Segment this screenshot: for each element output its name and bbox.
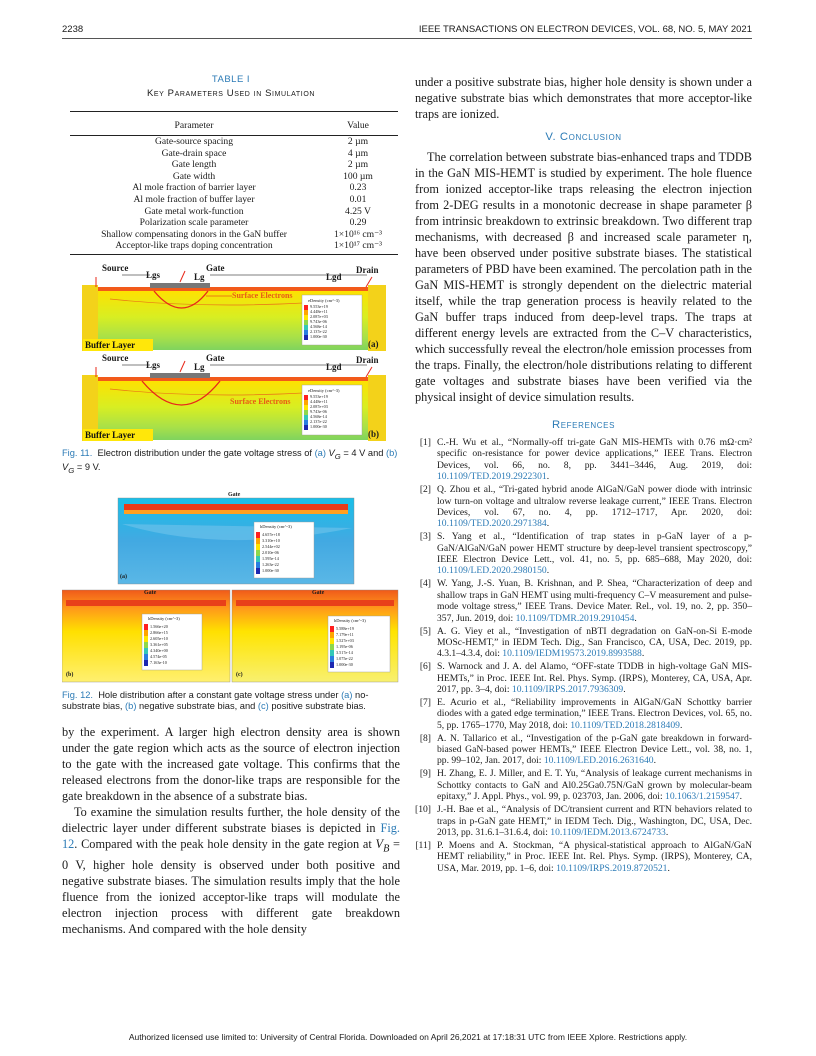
- value-cell: 4 µm: [347, 147, 369, 159]
- legend-entry: 3.517e-14: [336, 649, 353, 655]
- caption-link-a[interactable]: (a): [314, 447, 326, 458]
- table-title: Key Parameters Used in Simulation: [146, 88, 316, 99]
- ref-text: C.-H. Wu et al., “Normally-off tri-gate GaN MIS-HEMTs with 0.76 mΩ·cm² specific on-resistance for power device applications,” IEEE Trans. Electron Devices, vol. 66, no. 8, pp. 3441–3446, Aug. 2019, doi:: [437, 437, 752, 471]
- table-row: [70, 229, 398, 241]
- caption-link-c[interactable]: (c): [257, 700, 269, 711]
- value-cell: 100 µm: [343, 170, 373, 182]
- ref-num: [3]: [419, 531, 431, 543]
- ref-num: [1]: [419, 437, 431, 448]
- doi-link[interactable]: 10.1109/LED.2016.2631640: [543, 755, 654, 767]
- reference-item: [415, 578, 752, 624]
- gate-label: Gate: [312, 589, 325, 596]
- conclusion-text: [415, 149, 752, 405]
- lgd-label: Lgd: [326, 361, 342, 372]
- legend-entry: 4.574e-05: [150, 653, 167, 659]
- fig12-caption: [62, 690, 400, 712]
- ref-end: .: [653, 755, 656, 767]
- legend-title: eDensity (cm^-3): [308, 297, 340, 303]
- value-cell: 2 µm: [347, 136, 369, 147]
- ref-num: [8]: [419, 732, 431, 744]
- caption-label: Fig. 11.: [62, 447, 93, 458]
- legend-entry: 2.544e+02: [262, 543, 280, 549]
- subfigure-label: (b): [368, 428, 379, 439]
- ref-num: [2]: [419, 484, 431, 496]
- text: = 0 V, higher hole density is observed under both positive and negative substrate biases. The simulation results imply that the hole fluence from the ionized acceptor-like traps will modulate the electron injection process with different gate breakdown mechanisms. And compared with the hole density: [62, 836, 400, 937]
- paragraph: [415, 149, 752, 405]
- surface-electrons-label: Surface Electrons: [230, 396, 291, 406]
- doi-link[interactable]: 10.1109/IEDM.2013.6724733: [550, 826, 666, 838]
- legend-entry: 9.743e-06: [310, 408, 327, 414]
- caption-sub: G: [334, 451, 341, 461]
- legend-entry: 1.195e-06: [336, 643, 353, 649]
- ref-num: [4]: [419, 578, 431, 590]
- fig11-caption: [62, 448, 400, 476]
- param-cell: Polarization scale parameter: [139, 217, 249, 229]
- legend-entry: 2.605e+10: [150, 635, 168, 641]
- header-rule: [62, 38, 752, 39]
- fig12-figure: [62, 491, 400, 684]
- param-cell: Al mole fraction of barrier layer: [132, 182, 256, 194]
- reference-item: [415, 531, 752, 577]
- doi-link[interactable]: 10.1109/IRPS.2019.8720521: [556, 862, 668, 874]
- paragraph: [62, 804, 400, 937]
- license-footer: Authorized licensed use limited to: University of Central Florida. Downloaded on April 26,2021 at 17:18:31 UTC from IEEE Xplore. Restrictions apply.: [128, 1032, 688, 1042]
- table-row: [70, 217, 398, 229]
- legend-entry: 9.553e+19: [310, 393, 328, 399]
- buffer-layer-label: Buffer Layer: [85, 429, 136, 440]
- reference-item: [415, 626, 752, 660]
- legend-entry: 2.137e-22: [310, 418, 327, 424]
- legend-entry: 1.000e-30: [336, 661, 353, 667]
- caption-text: V: [62, 461, 69, 472]
- left-column: [62, 74, 400, 937]
- ref-text: H. Zhang, E. J. Miller, and E. T. Yu, “Analysis of leakage current mechanisms in Schottky contacts to GaN and Al0.25Ga0.75N/GaN grown by molecular-beam epitaxy,” J. Appl. Phys., vol. 99, p. 023703, Jan. 2006, doi:: [437, 768, 752, 803]
- reference-item: [415, 437, 752, 483]
- doi-link[interactable]: 10.1109/IRPS.2017.7936309: [511, 684, 624, 696]
- doi-link[interactable]: 10.1109/TED.2018.2818409: [570, 719, 680, 731]
- table-row: [70, 171, 398, 183]
- caption-text: negative substrate bias, and: [136, 700, 258, 711]
- value-cell: 0.01: [349, 193, 367, 205]
- right-column: [415, 74, 752, 876]
- param-cell: Shallow compensating donors in the GaN buffer: [101, 228, 287, 240]
- ref-text: J.-H. Bae et al., “Analysis of DC/transient current and RTN behaviors related to traps in p-GaN gate HEMT,” in IEDM Tech. Dig., Washington, DC, USA, Dec. 2013, pp. 31.6.1–31.6.4, doi:: [437, 804, 752, 838]
- ref-end: .: [546, 518, 550, 530]
- legend-entry: 3.361e+05: [150, 641, 168, 647]
- ref-text: A. G. Viey et al., “Investigation of nBTI degradation on GaN-on-Si E-mode MOSc-HEMT,” in IEDM Tech. Dig., San Francisco, CA, USA, Dec. 2019, pp. 4.3.1–4.3.4, doi:: [437, 625, 752, 660]
- table-label: TABLE I: [211, 74, 251, 85]
- surface-electrons-label: Surface Electrons: [232, 290, 293, 300]
- caption-label: Fig. 12.: [62, 689, 94, 700]
- caption-sub: G: [68, 465, 75, 475]
- ref-num: [11]: [415, 839, 431, 851]
- ref-text: S. Yang et al., “Identification of trap states in p-GaN layer of a p-GaN/AlGaN/GaN power HEMT structure by deep-level transient spectroscopy,” IEEE Electron Device Lett., vol. 41, no. 5, pp. 685–688, May 2020, doi:: [437, 531, 752, 566]
- param-cell: Al mole fraction of buffer layer: [133, 193, 255, 205]
- running-header: [62, 24, 752, 38]
- legend-entry: 2.087e+03: [310, 403, 328, 409]
- ref-text: A. N. Tallarico et al., “Investigation of the p-GaN gate breakdown in forward-biased GaN-based power HEMTs,” IEEE Electron Device Lett., vol. 38, no. 1, pp. 99–102, Jan. 2017, doi:: [437, 732, 752, 767]
- param-cell: Gate length: [171, 159, 217, 171]
- lg-label: Lg: [194, 361, 205, 372]
- reference-item: [415, 661, 752, 695]
- reference-item: [415, 804, 752, 838]
- legend-entry: 1.000e-30: [310, 423, 327, 429]
- param-cell: Gate-source spacing: [154, 136, 234, 147]
- table-row: [70, 136, 398, 148]
- left-body-text: [62, 724, 400, 937]
- legend-entry: 5.588e+19: [336, 625, 354, 631]
- gate-label: Gate: [206, 352, 225, 363]
- param-cell: Gate-drain space: [161, 147, 227, 159]
- doi-link[interactable]: 10.1063/1.2159547: [665, 791, 740, 803]
- reference-item: [415, 484, 752, 530]
- legend-entry: 1.566e+20: [150, 623, 168, 629]
- text: To examine the simulation results further, the hole density of the dielectric layer under different substrate biases is depicted in: [62, 804, 400, 835]
- doi-link[interactable]: 10.1109/TDMR.2019.2910454: [515, 612, 635, 624]
- ref-end: .: [739, 791, 743, 803]
- legend-entry: 7.179e+11: [336, 631, 354, 637]
- text: B: [383, 843, 390, 855]
- param-cell: Gate width: [172, 170, 216, 182]
- table-row: [70, 206, 398, 218]
- fig11-panel-a: [82, 263, 386, 351]
- lgd-label: Lgd: [326, 271, 342, 282]
- ref-num: [9]: [419, 768, 431, 780]
- ref-end: .: [679, 719, 683, 731]
- legend-entry: 1.000e-30: [262, 567, 279, 573]
- legend-entry: 1.000e-30: [310, 333, 327, 339]
- doi-link[interactable]: 10.1109/TED.2020.2971384: [437, 518, 547, 530]
- legend-entry: 1.263e-22: [262, 561, 279, 567]
- ref-num: [6]: [419, 661, 431, 673]
- caption-text: Hole distribution after a constant gate voltage stress under: [98, 689, 342, 700]
- value-cell: 1×10¹⁶ cm⁻³: [333, 228, 383, 240]
- param-cell: Acceptor-like traps doping concentration: [70, 240, 318, 254]
- value-cell: 1×10¹⁷ cm⁻³: [318, 240, 398, 254]
- paragraph: by the experiment. A larger high electron density area is shown under the gate region which acts as the source of electron injection to the gate with the increased gate voltage. This confirms that the released electrons from the donor-like traps are responsible for the gate breakdown in the absence of a substrate bias.: [62, 724, 400, 803]
- right-body-text: [415, 74, 752, 122]
- ref-end: .: [546, 471, 550, 483]
- table-row: [70, 159, 398, 171]
- ref-text: S. Warnock and J. A. del Alamo, “OFF-state TDDB in high-voltage GaN MIS-HEMTs,” in Proc. IEEE Int. Rel. Phys. Symp. (IRPS), Monterey, CA, USA, Apr. 2017, pp. 3–4, doi:: [437, 661, 752, 696]
- legend-entry: 2.087e+03: [310, 313, 328, 319]
- ref-end: .: [667, 862, 670, 874]
- lgs-label: Lgs: [146, 359, 161, 370]
- caption-link-b[interactable]: (b): [125, 700, 137, 711]
- caption-text: V: [325, 447, 335, 458]
- lg-label: Lg: [194, 271, 205, 282]
- value-cell: 4.25 V: [345, 205, 371, 217]
- drain-label: Drain: [356, 264, 379, 275]
- reference-item: [415, 768, 752, 802]
- ref-num: [5]: [419, 625, 431, 637]
- buffer-layer-label: Buffer Layer: [85, 339, 136, 350]
- caption-text: = 4 V and: [340, 447, 386, 458]
- legend-entry: 4.568e-14: [310, 323, 327, 329]
- ref-text: E. Acurio et al., “Reliability improvements in AlGaN/GaN Schottky barrier diodes with a gated edge termination,” IEEE Trans. Electron Devices, vol. 65, no. 5, pp. 1765–1770, May 2018, doi:: [437, 696, 752, 731]
- gate-label: Gate: [144, 589, 157, 596]
- legend-entry: 7.163e-10: [150, 659, 167, 665]
- caption-text: positive substrate bias.: [268, 700, 366, 711]
- ref-text: Q. Zhou et al., “Tri-gated hybrid anode AlGaN/GaN power diode with intrinsic low turn-on voltage and ultralow reverse leakage current,” IEEE Trans. Electron Devices, vol. 67, no. 4, pp. 1712–1717, Apr. 2020, doi:: [437, 484, 752, 518]
- legend-entry: 4.568e-14: [310, 413, 327, 419]
- gate-label: Gate: [228, 491, 241, 498]
- table-header-value: Value: [318, 112, 398, 136]
- ref-num: [10]: [415, 804, 431, 816]
- legend-entry: 1.075e-22: [336, 655, 353, 661]
- lgs-label: Lgs: [146, 269, 161, 280]
- value-cell: 0.29: [349, 217, 367, 229]
- fig11-panel-b: [82, 353, 386, 441]
- text: The correlation between substrate bias-enhanced traps and TDDB in the GaN MIS-HEMT is studied by experiment. The hole fluence from ionized acceptor-like traps releasing the electron injection from 2-DEG results in a monotonic decrease in shape parameter β from intrinsic breakdown to extrinsic breakdown. Two different trap mechanisms, with decreased β and increased scale parameter η, have been observed under positive substrate biases. The statistical parameters of PBD have been examined. The percolation path in the GaN MIS-HEMT is strongly dependent on the dielectric material itself, while the trap generation process is heavily related to the GaN buffer traps induced from deep-level traps. The traps at different energy levels are extracted from the C–V characteristics, which successfully reveal the electron/hole emission processes from the traps. Finally, the electron/hole distributions relating to different gate voltages and substrate biases have been verified via the physical insight of device simulation results.: [415, 150, 752, 404]
- legend-entry: 4.448e+11: [310, 398, 328, 404]
- legend-entry: 1.595e-14: [262, 555, 279, 561]
- parameter-table: [70, 111, 398, 255]
- reference-item: [415, 697, 752, 731]
- reference-item: [415, 840, 752, 874]
- doi-link[interactable]: 10.1109/LED.2020.2980150: [437, 565, 547, 577]
- drain-label: Drain: [356, 354, 379, 365]
- gate-label: Gate: [206, 262, 225, 273]
- subfigure-label: (a): [120, 573, 127, 580]
- table-header-parameter: Parameter: [70, 112, 318, 136]
- legend-entry: 4.657e+18: [262, 531, 280, 537]
- table-row: [70, 148, 398, 160]
- doi-link[interactable]: 10.1109/IEDM19573.2019.8993588: [502, 648, 642, 660]
- legend-title: eDensity (cm^-3): [308, 387, 340, 393]
- legend-title: hDensity (cm^-3): [148, 615, 180, 621]
- subfigure-label: (c): [236, 671, 243, 678]
- ref-end: .: [634, 612, 637, 624]
- reference-list: [415, 437, 752, 874]
- conclusion-heading: V. Conclusion: [545, 131, 622, 143]
- ref-end: .: [641, 648, 645, 660]
- value-cell: 0.23: [349, 182, 367, 194]
- ref-end: .: [665, 826, 669, 838]
- legend-entry: 9.553e+19: [310, 303, 328, 309]
- subfigure-label: (a): [368, 338, 379, 349]
- legend-entry: 4.340e+00: [150, 647, 168, 653]
- caption-text: = 9 V.: [74, 461, 101, 472]
- page-number: 2238: [62, 24, 84, 35]
- caption-link-b[interactable]: (b): [386, 447, 398, 458]
- table-row: [70, 194, 398, 206]
- references-heading: References: [551, 419, 616, 431]
- caption-text: Electron distribution under the gate voltage stress of: [97, 447, 315, 458]
- legend-entry: 2.010e-06: [262, 549, 279, 555]
- doi-link[interactable]: 10.1109/TED.2019.2922301: [437, 471, 547, 483]
- table-row: [70, 182, 398, 194]
- text: V: [375, 836, 384, 851]
- source-label: Source: [102, 352, 129, 363]
- ref-end: .: [623, 684, 626, 696]
- fig12-link[interactable]: Fig. 12: [62, 820, 400, 851]
- journal-title: IEEE TRANSACTIONS ON ELECTRON DEVICES, VOL. 68, NO. 5, MAY 2021: [418, 24, 752, 35]
- param-cell: Gate metal work-function: [144, 205, 244, 217]
- source-label: Source: [102, 262, 129, 273]
- legend-entry: 1.527e+03: [336, 637, 354, 643]
- legend-title: hDensity (cm^-3): [260, 523, 292, 529]
- paragraph: under a positive substrate bias, higher hole density is shown under a negative substrate bias which demonstrates that more acceptor-like traps are ionized.: [415, 75, 752, 121]
- ref-text: P. Moens and A. Stockman, “A physical-statistical approach to AlGaN/GaN HEMT reliability,” in Proc. IEEE Int. Rel. Phys. Symp. (IRPS), Monterey, CA, USA, Mar. 2019, pp. 1–6, doi:: [437, 839, 752, 874]
- table-row: [70, 240, 398, 254]
- legend-entry: 2.137e-22: [310, 328, 327, 334]
- ref-end: .: [546, 565, 550, 577]
- subfigure-label: (b): [66, 671, 74, 678]
- legend-entry: 3.310e+10: [262, 537, 280, 543]
- caption-text: no-substrate bias,: [62, 689, 369, 711]
- legend-title: hDensity (cm^-3): [334, 617, 366, 623]
- value-cell: 2 µm: [347, 159, 369, 171]
- reference-item: [415, 733, 752, 767]
- legend-entry: 9.743e-06: [310, 318, 327, 324]
- ref-text: W. Yang, J.-S. Yuan, B. Krishnan, and P. Shea, “Characterization of deep and shallow traps in GaN HEMT using multi-frequency C–V measurement and pulse-mode voltage stress,” IEEE Trans. Device Mater. Rel., vol. 19, no. 2, pp. 350–357, Jun. 2019, doi:: [437, 578, 752, 624]
- legend-entry: 4.448e+11: [310, 308, 328, 314]
- legend-entry: 2.866e+15: [150, 629, 168, 635]
- ref-num: [7]: [419, 696, 431, 708]
- caption-link-a[interactable]: (a): [341, 689, 353, 700]
- text: . Compared with the peak hole density in the gate region at: [74, 836, 376, 851]
